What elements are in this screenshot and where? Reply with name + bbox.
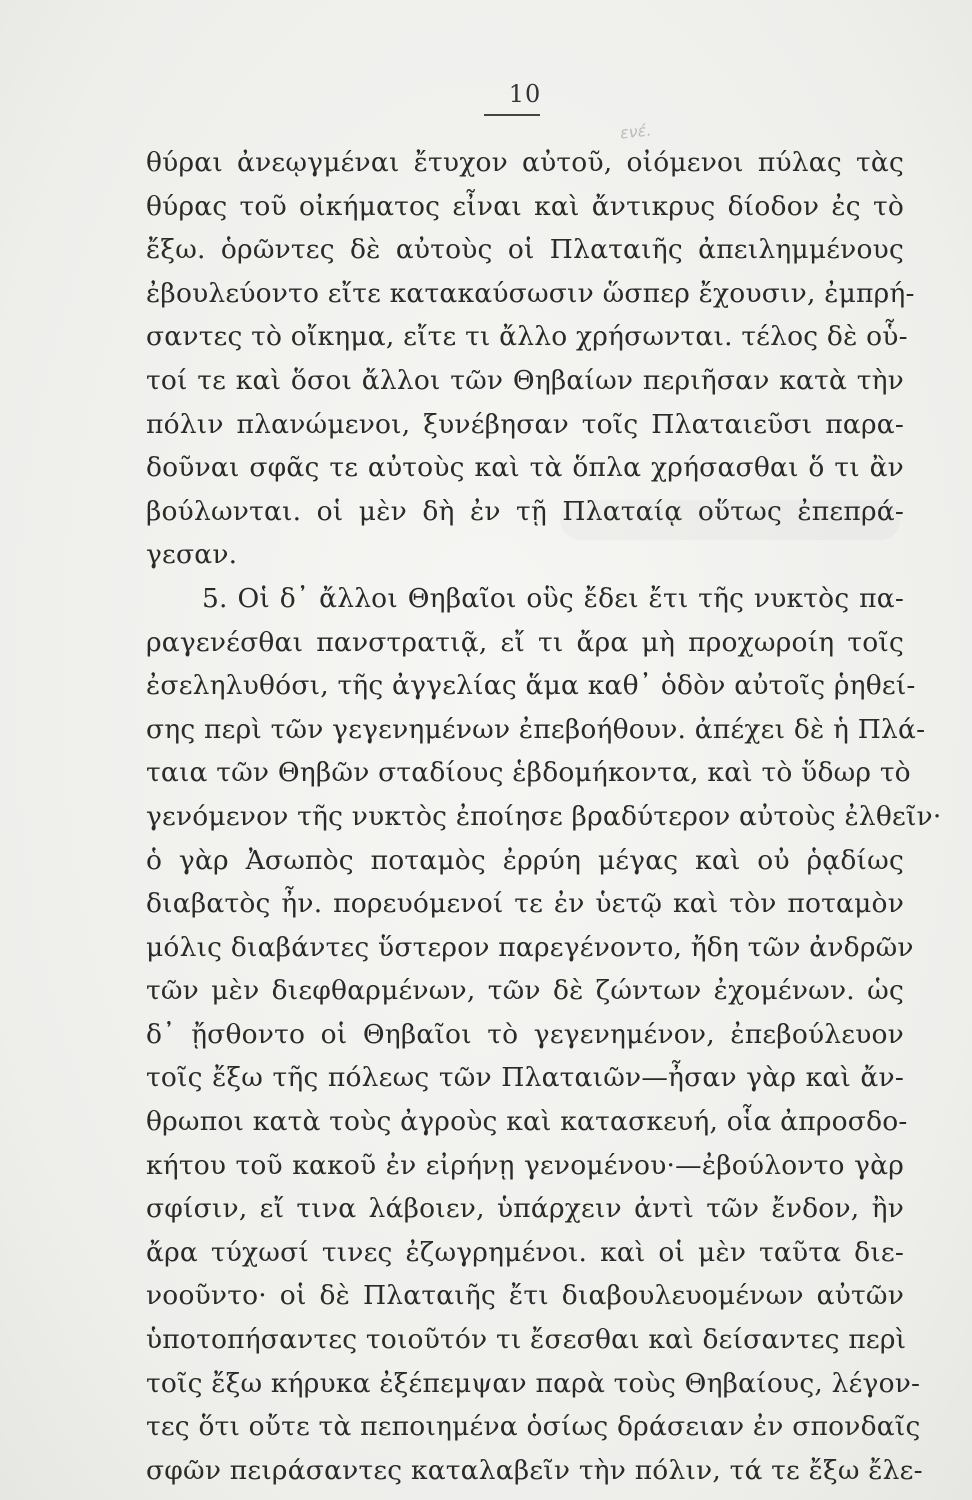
page-number: 10 <box>508 80 542 108</box>
text-line: ἐσεληλυθόσι, τῆς ἀγγελίας ἅμα καθ᾽ ὁδὸν αὐτοῖς ῥηθεί- <box>146 670 916 702</box>
text-line: θύραι ἀνεῳγμέναι ἔτυχον αὐτοῦ, οἰόμενοι πύλας τὰς <box>146 147 904 178</box>
text-line: σφῶν πειράσαντες καταλαβεῖν τὴν πόλιν, τά τε ἔξω ἔλε- <box>146 1454 923 1486</box>
text-line: ἄρα τύχωσί τινες ἐζωγρημένοι. καὶ οἱ μὲν ταῦτα διε- <box>146 1236 904 1268</box>
text-line: ἔξω. ὁρῶντες δὲ αὐτοὺς οἱ Πλαταιῆς ἀπειλημμένους <box>146 234 904 266</box>
text-line: νοοῦντο· οἱ δὲ Πλαταιῆς ἔτι διαβουλευομένων αὐτῶν <box>146 1280 904 1312</box>
text-line: πόλιν πλανώμενοι, ξυνέβησαν τοῖς Πλαταιεῦσι παρα- <box>146 408 904 440</box>
text-line: τῶν μὲν διεφθαρμένων, τῶν δὲ ζώντων ἐχομένων. ὡς <box>146 975 904 1007</box>
text-line: μόλις διαβάντες ὕστερον παρεγένοντο, ἤδη τῶν ἀνδρῶν <box>146 931 914 963</box>
text-line: ὑποτοπήσαντες τοιοῦτόν τι ἔσεσθαι καὶ δείσαντες περὶ <box>146 1324 907 1356</box>
text-line: κήτου τοῦ κακοῦ ἐν εἰρήνῃ γενομένου·—ἐβούλοντο γὰρ <box>146 1149 904 1181</box>
text-line: γεσαν. <box>146 539 238 571</box>
text-line: τοῖς ἔξω κήρυκα ἐξέπεμψαν παρὰ τοὺς Θηβαίους, λέγον- <box>146 1367 921 1399</box>
section-5-start: 5. Οἱ δ᾽ ἄλλοι Θηβαῖοι οὓς ἔδει ἔτι τῆς νυκτὸς πα- <box>202 582 904 614</box>
text-line: τες ὅτι οὔτε τὰ πεποιημένα ὁσίως δράσειαν ἐν σπονδαῖς <box>146 1411 921 1443</box>
page-number-underline <box>484 114 540 116</box>
text-line: διαβατὸς ἦν. πορευόμενοί τε ἐν ὑετῷ καὶ τὸν ποταμὸν <box>146 888 904 920</box>
text-line: σαντες τὸ οἴκημα, εἴτε τι ἄλλο χρήσωνται. τέλος δὲ οὗ- <box>146 321 908 353</box>
text-line: θρωποι κατὰ τοὺς ἀγροὺς καὶ κατασκευή, οἷα ἀπροσδο- <box>146 1106 908 1138</box>
text-line: γενόμενον τῆς νυκτὸς ἐποίησε βραδύτερον αὐτοὺς ἐλθεῖν· <box>146 800 942 832</box>
greek-text-body <box>146 141 942 1492</box>
text-line: ραγενέσθαι πανστρατιᾷ, εἴ τι ἄρα μὴ προχωροίη τοῖς <box>146 626 904 658</box>
text-line: σης περὶ τῶν γεγενημένων ἐπεβοήθουν. ἀπέχει δὲ ἡ Πλά- <box>146 713 926 745</box>
text-line: δοῦναι σφᾶς τε αὐτοὺς καὶ τὰ ὅπλα χρήσασθαι ὅ τι ἂν <box>146 452 904 484</box>
text-line: ταια τῶν Θηβῶν σταδίους ἑβδομήκοντα, καὶ τὸ ὕδωρ τὸ <box>146 757 911 789</box>
text-line: σφίσιν, εἴ τινα λάβοιεν, ὑπάρχειν ἀντὶ τῶν ἔνδον, ἢν <box>146 1193 904 1225</box>
text-line: ἐβουλεύοντο εἴτε κατακαύσωσιν ὥσπερ ἔχουσιν, ἐμπρή- <box>146 277 915 309</box>
text-line: δ᾽ ᾔσθοντο οἱ Θηβαῖοι τὸ γεγενημένον, ἐπεβούλευον <box>146 1018 904 1050</box>
text-line: θύρας τοῦ οἰκήματος εἶναι καὶ ἄντικρυς δίοδον ἐς τὸ <box>146 190 904 222</box>
text-line: βούλωνται. οἱ μὲν δὴ ἐν τῇ Πλαταίᾳ οὕτως ἐπεπρά- <box>146 495 904 527</box>
text-line: τοῖς ἔξω τῆς πόλεως τῶν Πλαταιῶν—ἦσαν γὰρ καὶ ἄν- <box>146 1062 904 1094</box>
text-line: τοί τε καὶ ὅσοι ἄλλοι τῶν Θηβαίων περιῆσαν κατὰ τὴν <box>146 364 904 396</box>
margin-annotation: ενέ. <box>619 120 653 143</box>
text-line: ὁ γὰρ Ἀσωπὸς ποταμὸς ἐρρύη μέγας καὶ οὐ ῥᾳδίως <box>146 844 904 876</box>
